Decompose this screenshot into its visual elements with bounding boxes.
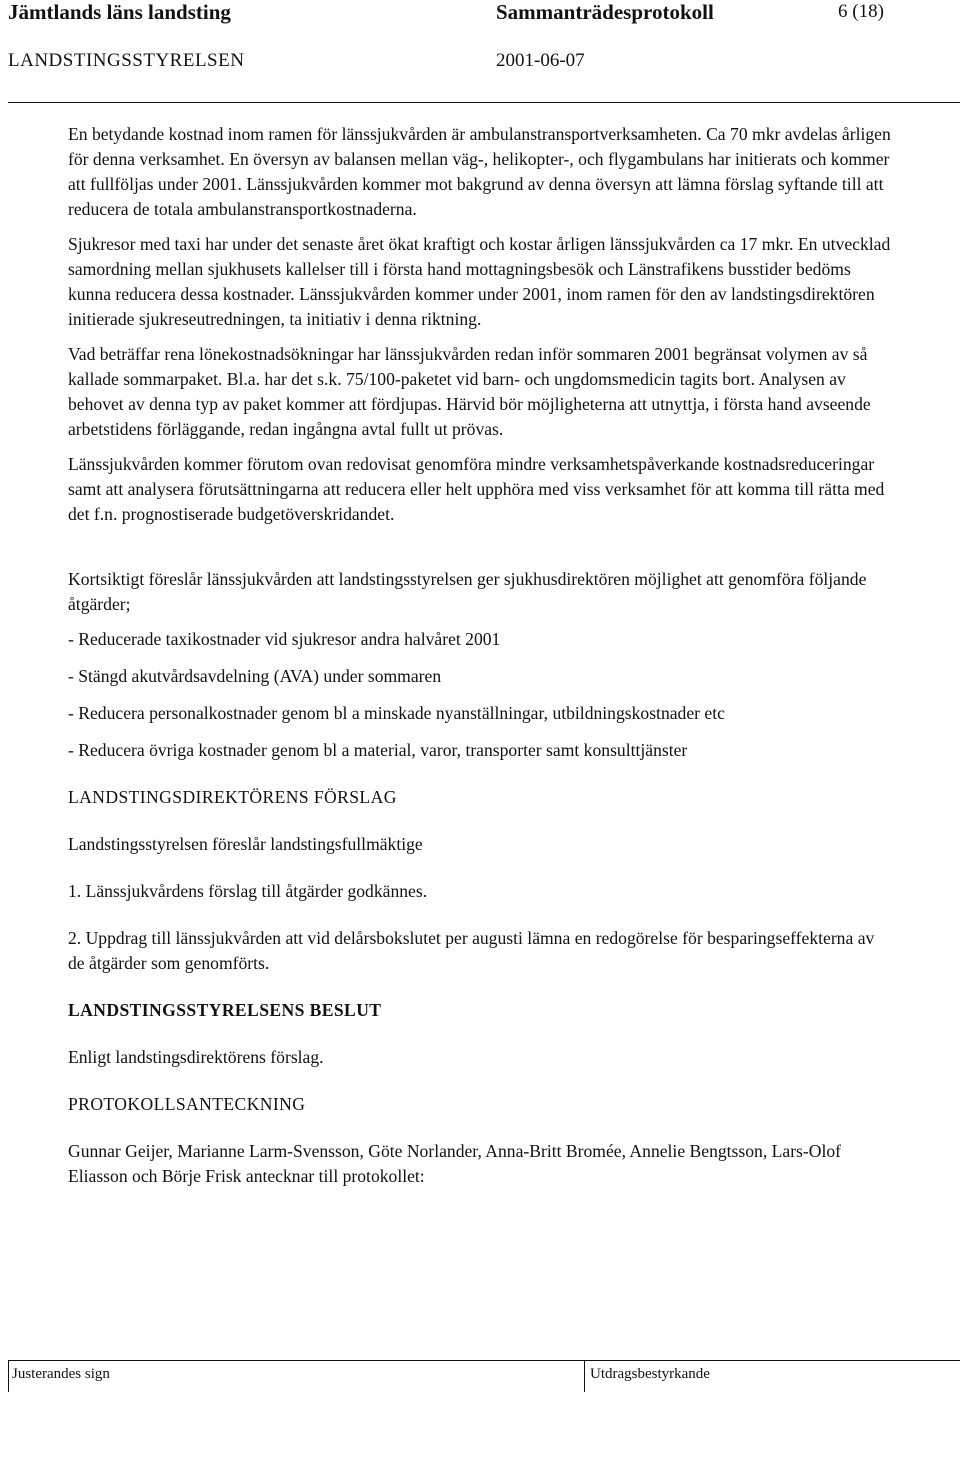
paragraph-salary: Vad beträffar rena lönekostnadsökningar har länssjukvården redan inför sommaren 2001 begränsat volymen av så kallade sommarpaket. Bl.a. har det s.k. 75/100-paketet vid barn- och ungdomsmedicin tagits bort. Analysen av behovet av denna typ av paket kommer att fördjupas. Härvid bör möjligheterna att utnyttja, i första hand avseende arbetstidens förläggande, redan ingångna avtal fullt ut prövas. (68, 344, 871, 439)
footer-signature-label: Justerandes sign (12, 1366, 110, 1382)
meeting-date: 2001-06-07 (496, 50, 585, 71)
page-header (0, 0, 960, 30)
paragraph-short-term: Kortsiktigt föreslår länssjukvården att landstingsstyrelsen ger sjukhusdirektören möjlighet att genomföra följande åtgärder; (68, 569, 867, 614)
paragraph-cost-reduction: Länssjukvården kommer förutom ovan redovisat genomföra mindre verksamhetspåverkande kostnadsreduceringar samt att analysera förutsättningarna att reducera eller helt upphöra med viss verksamhet för att komma till rätta med det f.n. prognostiserade budgetöverskridandet. (68, 454, 885, 524)
proposal-intro: Landstingsstyrelsen föreslår landstingsfullmäktige (68, 834, 423, 854)
organization-name: Jämtlands läns landsting (8, 0, 231, 24)
footer-left-border (8, 1360, 9, 1392)
header-divider (8, 102, 960, 103)
footer-divider (8, 1360, 960, 1361)
paragraph-taxi: Sjukresor med taxi har under det senaste året ökat kraftigt och kostar årligen länssjukvården ca 17 mkr. En utvecklad samordning mellan sjukhusets kallelser till i första hand mottagningsbesök och Länstrafikens busstider bedöms kunna reducera dessa kostnader. Länssjukvården kommer under 2001, inom ramen för den av landstingsdirektören initierade sjukreseutredningen, ta initiativ i denna riktning. (68, 234, 891, 329)
list-item: - Reducera övriga kostnader genom bl a material, varor, transporter samt konsulttjänster (68, 740, 688, 760)
proposal-item-2: 2. Uppdrag till länssjukvården att vid delårsbokslutet per augusti lämna en redogörelse för besparingseffekterna av de åtgärder som genomförts. (68, 928, 875, 973)
page-number: 6 (18) (838, 1, 884, 22)
list-item: - Reducerade taxikostnader vid sjukresor andra halvåret 2001 (68, 629, 501, 649)
document-body (68, 122, 894, 1199)
measures-list (68, 627, 894, 763)
heading-protocol-note: PROTOKOLLSANTECKNING (68, 1094, 306, 1114)
paragraph-ambulance: En betydande kostnad inom ramen för länssjukvården är ambulanstransportverksamheten. Ca 70 mkr avdelas årligen för denna verksamhet. En översyn av balansen mellan väg-, helikopter-, och flygambulans har initierats och kommer att fullföljas under 2001. Länssjukvården kommer mot bakgrund av denna översyn att lämna förslag syftande till att reducera de totala ambulanstransportkostnaderna. (68, 124, 891, 219)
footer-middle-border (584, 1360, 585, 1392)
list-item: - Reducera personalkostnader genom bl a minskade nyanställningar, utbildningskostnader etc (68, 703, 725, 723)
list-item: - Stängd akutvårdsavdelning (AVA) under sommaren (68, 666, 442, 686)
decision-text: Enligt landstingsdirektörens förslag. (68, 1047, 324, 1067)
board-name: LANDSTINGSSTYRELSEN (8, 50, 245, 71)
page-subheader (0, 50, 960, 76)
protocol-note-text: Gunnar Geijer, Marianne Larm-Svensson, Göte Norlander, Anna-Britt Bromée, Annelie Bengtsson, Lars-Olof Eliasson och Börje Frisk antecknar till protokollet: (68, 1141, 842, 1186)
footer-certification-label: Utdragsbestyrkande (590, 1366, 710, 1382)
heading-proposal: LANDSTINGSDIREKTÖRENS FÖRSLAG (68, 787, 397, 807)
heading-decision: LANDSTINGSSTYRELSENS BESLUT (68, 1000, 382, 1020)
proposal-item-1: 1. Länssjukvårdens förslag till åtgärder godkännes. (68, 881, 428, 901)
document-type: Sammanträdesprotokoll (496, 0, 714, 24)
